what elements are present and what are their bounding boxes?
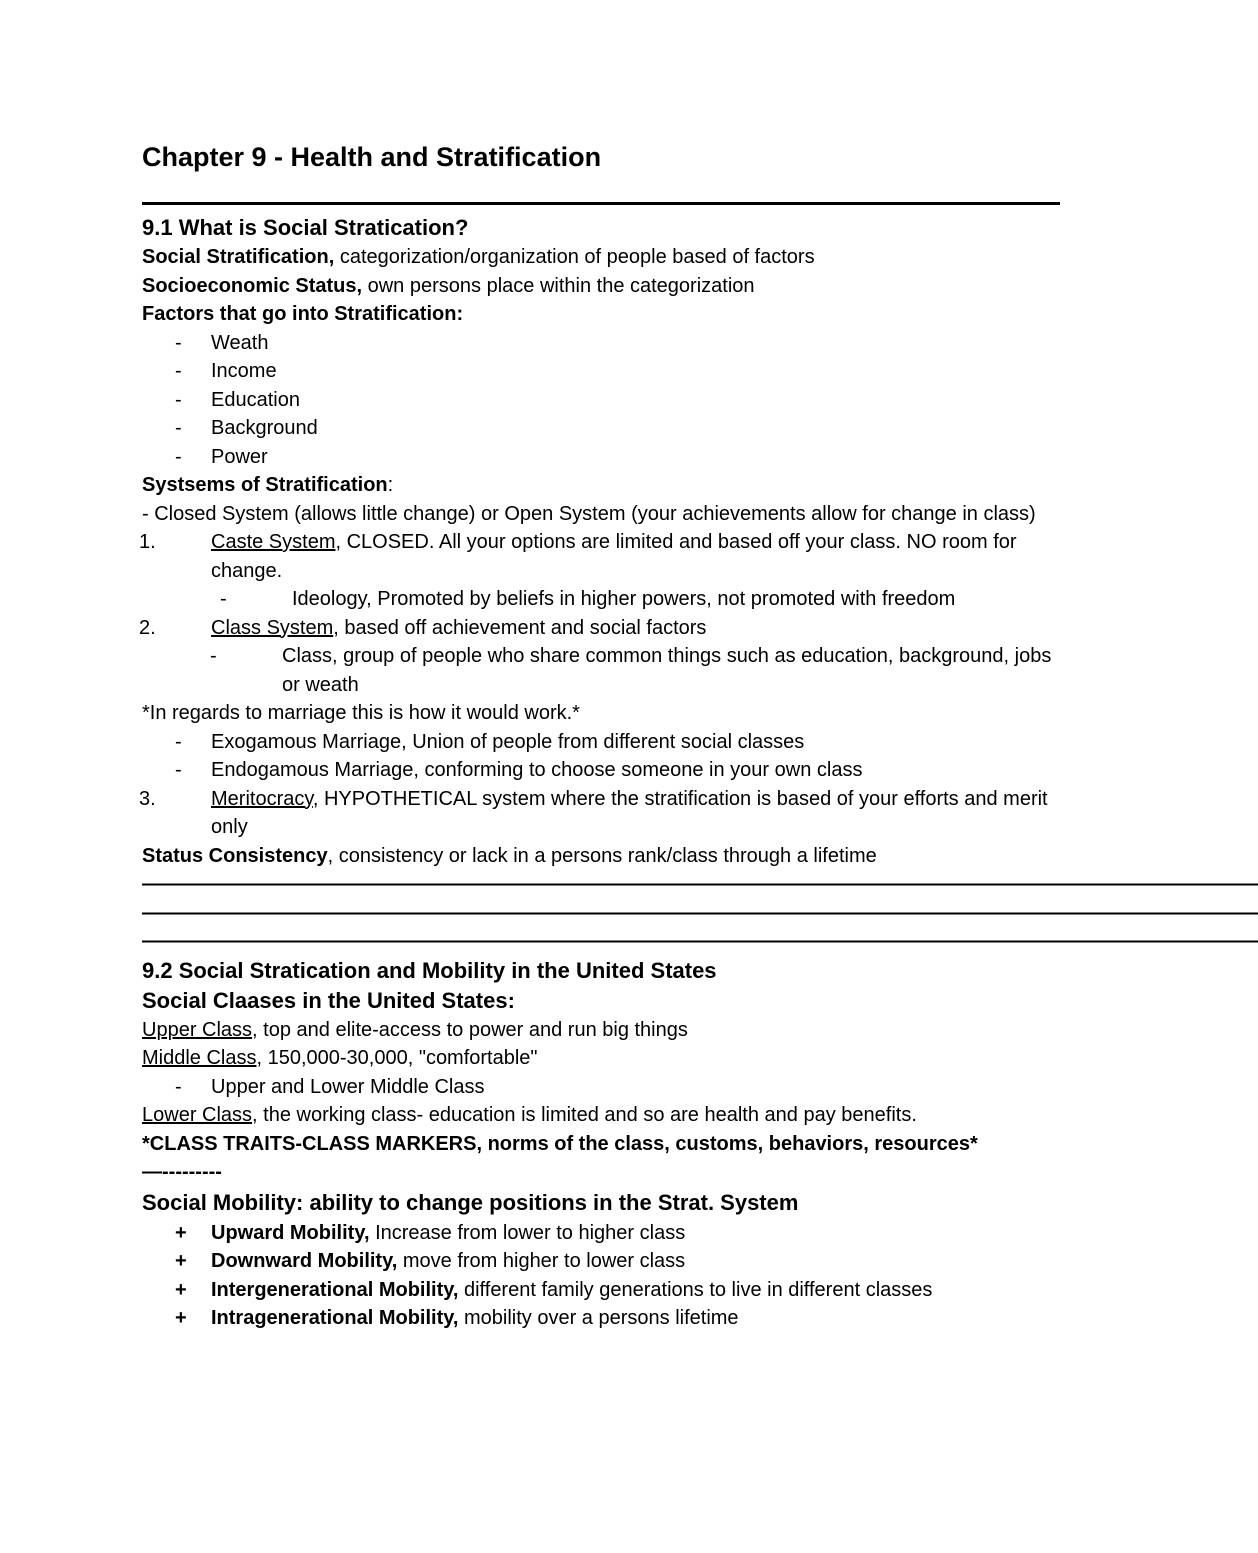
caste-system-subitem: - Ideology, Promoted by beliefs in higher powers, not promoted with freedom xyxy=(220,588,956,610)
list-item: - Power xyxy=(175,445,268,468)
list-item: - Upper and Lower Middle Class xyxy=(175,1075,485,1098)
section-9-1-heading: 9.1 What is Social Stratication? xyxy=(142,215,469,240)
meritocracy-item: 3. Meritocracy, HYPOTHETICAL system where the stratification is based of your efforts and merit only xyxy=(139,787,1048,838)
list-item: - Education xyxy=(175,388,300,411)
definition-status-consistency: Status Consistency, consistency or lack in a persons rank/class through a lifetime xyxy=(142,844,877,867)
definition-socioeconomic-status: Socioeconomic Status, own persons place within the categorization xyxy=(142,274,755,297)
class-traits-note: *CLASS TRAITS-CLASS MARKERS, norms of the class, customs, behaviors, resources* xyxy=(142,1132,978,1155)
list-item: + Upward Mobility, Increase from lower to higher class xyxy=(175,1221,686,1244)
definition-social-stratification: Social Stratification, categorization/organization of people based of factors xyxy=(142,246,815,268)
list-item: - Weath xyxy=(175,331,269,354)
document-content xyxy=(139,140,1258,1333)
class-system-item: 2. Class System, based off achievement and social factors xyxy=(139,616,707,639)
caste-system-item: 1. Caste System, CLOSED. All your options are limited and based off your class. NO room for change. xyxy=(139,531,1017,582)
marriage-note: *In regards to marriage this is how it would work.* xyxy=(142,702,580,724)
middle-class-definition: Middle Class, 150,000-30,000, "comfortable" xyxy=(142,1047,538,1069)
class-system-subitem: - Class, group of people who share common things such as education, background, jobs or weath xyxy=(210,645,1052,696)
factors-label: Factors that go into Stratification: xyxy=(142,303,464,325)
systems-intro: - Closed System (allows little change) or Open System (your achievements allow for change in class) xyxy=(142,502,1036,525)
list-item: + Intergenerational Mobility, different family generations to live in different classes xyxy=(175,1278,933,1301)
separator-line: —————————————————————————————————————————————————————————————— xyxy=(142,930,1258,952)
list-item: + Downward Mobility, move from higher to lower class xyxy=(175,1250,686,1272)
separator-line: —————————————————————————————————————————————————————————————— xyxy=(142,873,1258,895)
page-title: Chapter 9 - Health and Stratification xyxy=(142,142,602,172)
list-item: - Income xyxy=(175,360,277,382)
title-rule xyxy=(142,202,1060,205)
list-item: - Endogamous Marriage, conforming to choose someone in your own class xyxy=(175,759,863,781)
list-item: - Exogamous Marriage, Union of people from different social classes xyxy=(175,730,805,753)
us-classes-subheading: Social Claases in the United States: xyxy=(142,987,515,1013)
list-item: + Intragenerational Mobility, mobility over a persons lifetime xyxy=(175,1307,739,1329)
upper-class-definition: Upper Class, top and elite-access to power and run big things xyxy=(142,1018,688,1041)
systems-label: Systsems of Stratification: xyxy=(142,474,394,496)
section-9-2-heading: 9.2 Social Stratication and Mobility in the United States xyxy=(142,957,717,983)
list-item: - Background xyxy=(175,417,318,439)
separator-line: —————————————————————————————————————————————————————————————— xyxy=(142,901,1258,924)
lower-class-definition: Lower Class, the working class- education is limited and so are health and pay benefits. xyxy=(142,1104,917,1126)
short-rule: —--------- xyxy=(142,1161,222,1183)
social-mobility-heading: Social Mobility: ability to change positions in the Strat. System xyxy=(142,1189,799,1215)
